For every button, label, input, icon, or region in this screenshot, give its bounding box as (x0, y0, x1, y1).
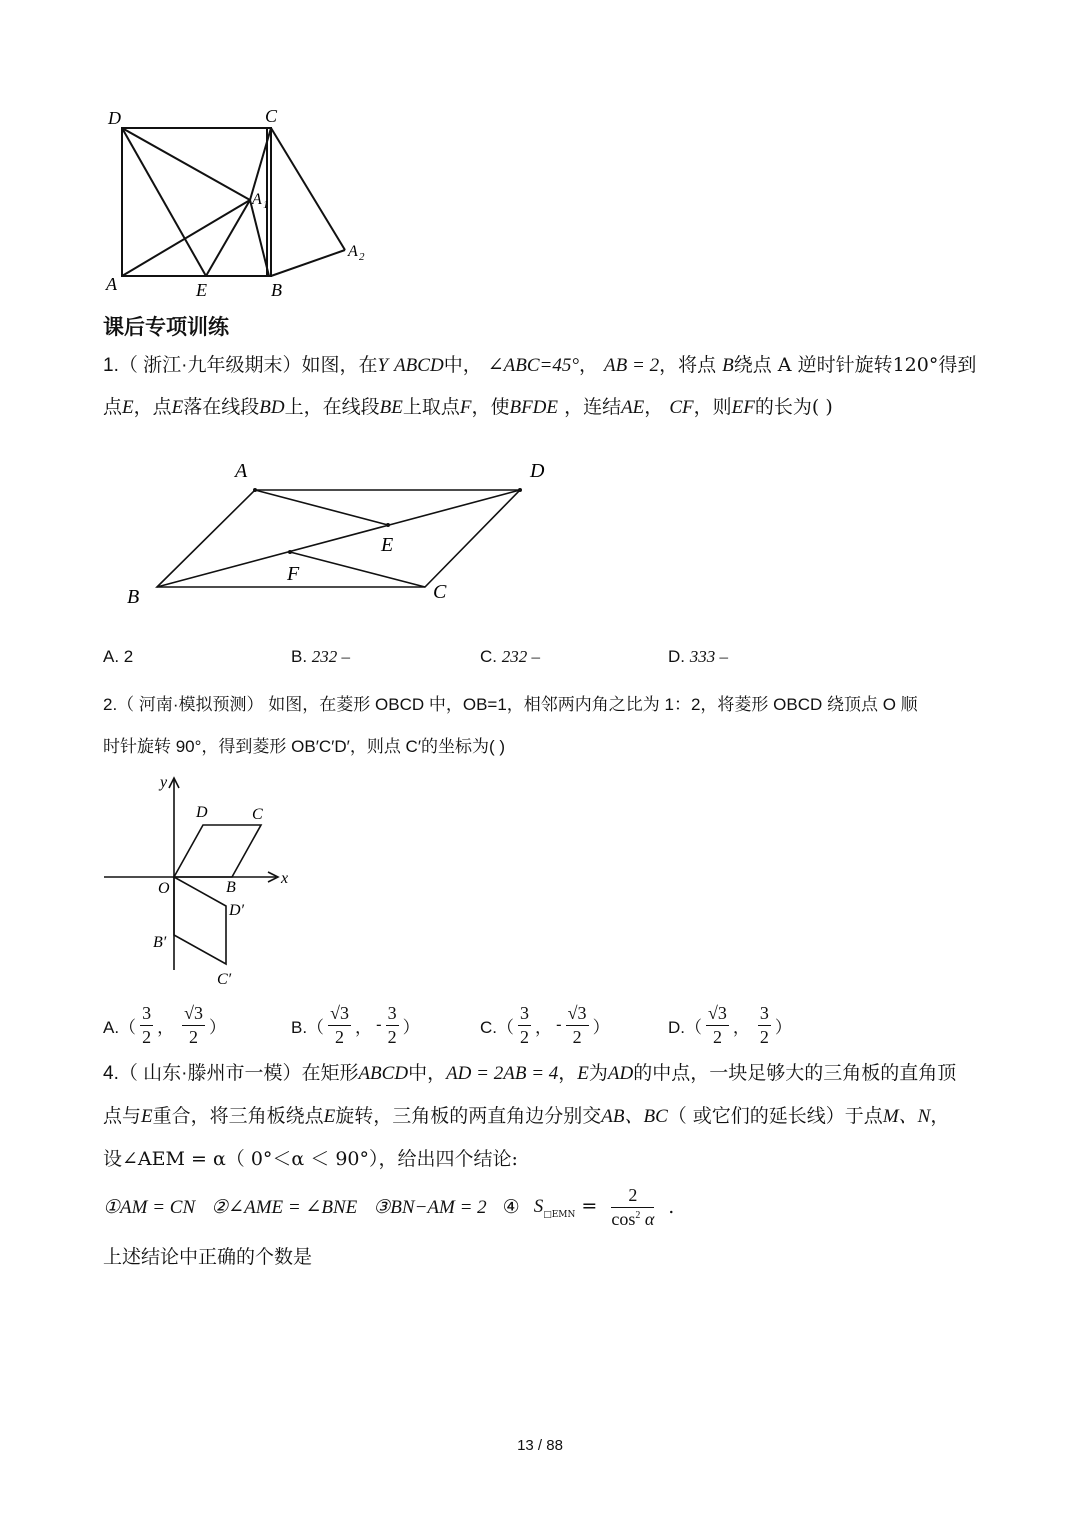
svg-text:1: 1 (263, 199, 269, 211)
label-C: C (265, 106, 278, 126)
q1-line1: 1.（ 浙江·九年级期末）如图，在Y ABCD中， ∠ABC=45°， AB = 2，将点 B绕点 A 逆时针旋转120°得到 (103, 354, 977, 376)
label-A2: A (348, 243, 358, 260)
q4-line4: 上述结论中正确的个数是 (103, 1246, 313, 1268)
label-O: O (158, 880, 170, 897)
label-B: B (226, 879, 236, 896)
q1-option-a[interactable]: A. 2 (103, 647, 134, 666)
label-F: F (287, 563, 300, 585)
label-D-prime: D′ (229, 902, 245, 919)
q1-line2: 点E，点E落在线段BD上，在线段BE上取点F，使BFDE ，连结AE， CF，则EF的长为( ) (103, 396, 833, 418)
q1-option-d[interactable]: D. 333 – (668, 647, 728, 666)
conclusion-2: ②∠AME = ∠BNE (211, 1196, 358, 1218)
label-A: A (235, 460, 248, 482)
figure-square-rotation (100, 100, 380, 300)
q2-option-b[interactable]: B.（ $\frac{√3}{2}$ ， - $\frac{3}{2}$ ） (291, 1002, 420, 1047)
label-A: A (106, 274, 117, 294)
figure-parallelogram (115, 455, 565, 610)
label-A1: A (252, 191, 262, 208)
conclusion-1: ①AM = CN (103, 1196, 196, 1218)
label-E: E (381, 534, 394, 556)
label-y: y (160, 774, 168, 791)
svg-text:2: 2 (359, 251, 365, 263)
q2-option-d[interactable]: D.（ $\frac{√3}{2}$ ， $\frac{3}{2}$ ） (668, 1002, 792, 1047)
label-C-prime: C′ (217, 971, 232, 988)
q2-option-a[interactable]: A.（ $\frac{3}{2}$ ， $\frac{√3}{2}$ ） (103, 1002, 226, 1047)
conclusion-4: ④ $S_{□EMN}$ = $\frac{2}{\cos^2 \alpha}$ . (502, 1184, 675, 1229)
label-B: B (127, 586, 140, 608)
section-title: 课后专项训练 (103, 315, 229, 339)
label-D: D (530, 460, 545, 482)
q2-option-c[interactable]: C.（ $\frac{3}{2}$ ， - $\frac{√3}{2}$ ） (480, 1002, 610, 1047)
label-C: C (433, 581, 447, 603)
page-number: 13 / 88 (517, 1437, 563, 1454)
q4-line3: 设∠AEM = α（ 0°＜α ＜ 90°），给出四个结论: (103, 1148, 518, 1170)
label-D: D (196, 804, 208, 821)
label-D: D (108, 108, 121, 128)
conclusion-3: ③BN−AM = 2 (373, 1196, 487, 1218)
label-B: B (271, 280, 282, 300)
label-B-prime: B′ (153, 934, 167, 951)
q1-option-b[interactable]: B. 232 – (291, 647, 351, 666)
q2-line2: 时针旋转 90°，得到菱形 OB′C′D′，则点 C′的坐标为( ) (103, 737, 506, 756)
q1-option-c[interactable]: C. 232 – (480, 647, 540, 666)
q4-conclusions (103, 1182, 674, 1232)
q4-line1: 4.（ 山东·滕州市一模）在矩形ABCD中，AD = 2AB = 4，E为AD的中点，一块足够大的三角板的直角顶 (103, 1062, 957, 1084)
figure-rhombus-axes (100, 770, 300, 995)
q4-line2: 点与E重合，将三角板绕点E旋转，三角板的两直角边分别交AB、BC（ 或它们的延长线）于点M、N， (103, 1105, 950, 1127)
label-E: E (196, 280, 207, 300)
q2-line1: 2.（ 河南·模拟预测） 如图，在菱形 OBCD 中，OB=1，相邻两内角之比为 1：2，将菱形 OBCD 绕顶点 O 顺 (103, 695, 918, 714)
label-x: x (281, 870, 289, 887)
label-C: C (252, 806, 263, 823)
